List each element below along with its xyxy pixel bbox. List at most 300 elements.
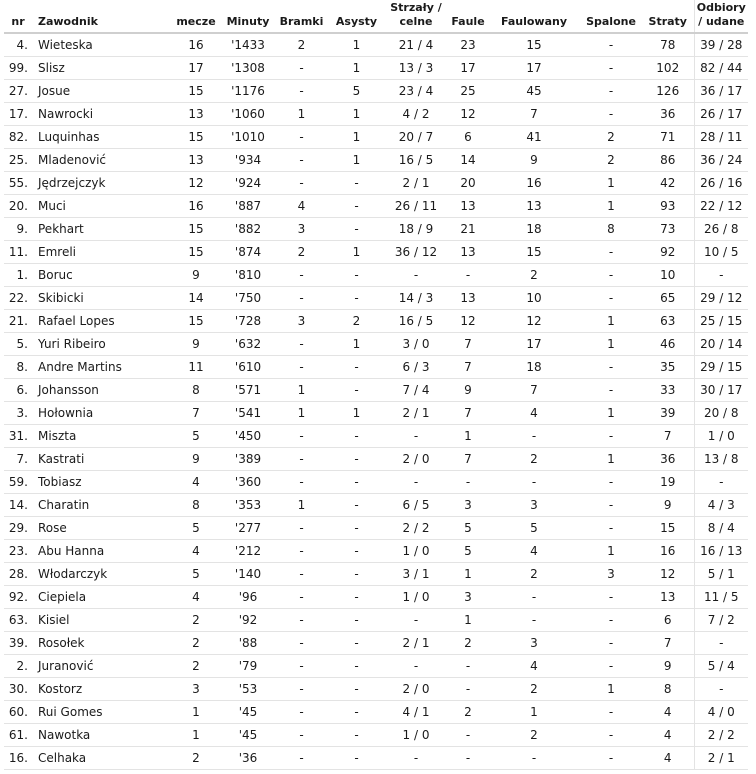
cell-straty: 39 [642,401,694,424]
cell-bramki: 1 [274,401,329,424]
cell-asysty: - [329,562,384,585]
cell-spalone: - [580,723,642,746]
cell-faule: - [448,723,488,746]
table-row [4,723,748,746]
cell-straty: 102 [642,56,694,79]
cell-player-name: Rui Gomes [32,700,170,723]
cell-mecze: 8 [170,493,222,516]
cell-bramki: - [274,677,329,700]
cell-player-name: Jędrzejczyk [32,171,170,194]
cell-straty: 4 [642,723,694,746]
cell-odbiory: 29 / 15 [694,355,748,378]
cell-bramki: - [274,79,329,102]
cell-faule: 7 [448,447,488,470]
cell-player-name: Hołownia [32,401,170,424]
cell-strzaly: - [384,654,448,677]
cell-player-name: Celhaka [32,746,170,769]
table-header [4,0,748,33]
cell-nr: 39. [4,631,32,654]
table-row [4,746,748,769]
cell-spalone: 1 [580,332,642,355]
cell-bramki: 4 [274,194,329,217]
header-strzaly[interactable]: Strzały / celne [384,0,448,33]
cell-bramki: - [274,562,329,585]
cell-faulowany: 45 [488,79,580,102]
cell-mecze: 4 [170,539,222,562]
table-row [4,516,748,539]
cell-player-name: Mladenović [32,148,170,171]
cell-odbiory: - [694,631,748,654]
cell-strzaly: - [384,263,448,286]
cell-straty: 4 [642,746,694,769]
cell-nr: 9. [4,217,32,240]
cell-strzaly: 2 / 0 [384,677,448,700]
cell-nr: 21. [4,309,32,332]
header-nr[interactable]: nr [4,0,32,33]
cell-minuty: '934 [222,148,274,171]
header-row [4,0,748,33]
table-row [4,677,748,700]
cell-bramki: - [274,286,329,309]
cell-strzaly: 2 / 1 [384,401,448,424]
cell-asysty: - [329,263,384,286]
cell-nr: 99. [4,56,32,79]
cell-faule: 7 [448,355,488,378]
cell-spalone: 1 [580,309,642,332]
cell-spalone: - [580,746,642,769]
cell-strzaly: 23 / 4 [384,79,448,102]
cell-strzaly: 13 / 3 [384,56,448,79]
cell-odbiory: 36 / 24 [694,148,748,171]
cell-straty: 8 [642,677,694,700]
cell-mecze: 4 [170,585,222,608]
cell-spalone: 1 [580,194,642,217]
cell-odbiory: 1 / 0 [694,424,748,447]
cell-bramki: - [274,746,329,769]
cell-player-name: Josue [32,79,170,102]
cell-straty: 78 [642,33,694,56]
cell-faulowany: 10 [488,286,580,309]
cell-asysty: - [329,539,384,562]
table-row [4,562,748,585]
table-row [4,631,748,654]
cell-straty: 65 [642,286,694,309]
cell-faulowany: 18 [488,355,580,378]
table-row [4,309,748,332]
cell-asysty: 1 [329,102,384,125]
cell-strzaly: 2 / 2 [384,516,448,539]
header-odbiory[interactable]: Odbiory / udane [694,0,748,33]
cell-nr: 11. [4,240,32,263]
cell-faulowany: - [488,746,580,769]
cell-minuty: '1433 [222,33,274,56]
cell-odbiory: 26 / 8 [694,217,748,240]
cell-mecze: 16 [170,33,222,56]
cell-strzaly: 2 / 0 [384,447,448,470]
cell-minuty: '140 [222,562,274,585]
table-row [4,263,748,286]
cell-player-name: Nawrocki [32,102,170,125]
cell-odbiory: 26 / 17 [694,102,748,125]
table-row [4,378,748,401]
cell-player-name: Skibicki [32,286,170,309]
cell-bramki: - [274,355,329,378]
cell-faule: 12 [448,102,488,125]
cell-asysty: - [329,608,384,631]
cell-nr: 63. [4,608,32,631]
cell-minuty: '874 [222,240,274,263]
cell-faule: 1 [448,424,488,447]
cell-player-name: Wieteska [32,33,170,56]
cell-nr: 3. [4,401,32,424]
cell-spalone: 1 [580,539,642,562]
cell-strzaly: 1 / 0 [384,539,448,562]
cell-straty: 7 [642,631,694,654]
cell-bramki: 1 [274,493,329,516]
cell-straty: 92 [642,240,694,263]
cell-straty: 16 [642,539,694,562]
cell-straty: 10 [642,263,694,286]
cell-nr: 23. [4,539,32,562]
cell-mecze: 3 [170,677,222,700]
cell-player-name: Muci [32,194,170,217]
header-straty[interactable]: Straty [642,0,694,33]
cell-minuty: '810 [222,263,274,286]
cell-straty: 93 [642,194,694,217]
cell-faule: 13 [448,194,488,217]
cell-asysty: - [329,171,384,194]
cell-minuty: '924 [222,171,274,194]
cell-spalone: - [580,355,642,378]
cell-player-name: Ciepiela [32,585,170,608]
table-row [4,332,748,355]
cell-odbiory: 2 / 1 [694,746,748,769]
cell-spalone: - [580,286,642,309]
cell-bramki: - [274,171,329,194]
cell-odbiory: 36 / 17 [694,79,748,102]
cell-faule: 23 [448,33,488,56]
cell-mecze: 4 [170,470,222,493]
cell-nr: 16. [4,746,32,769]
cell-faule: 21 [448,217,488,240]
cell-player-name: Nawotka [32,723,170,746]
cell-bramki: - [274,447,329,470]
cell-faule: 1 [448,562,488,585]
cell-player-name: Rosołek [32,631,170,654]
cell-nr: 14. [4,493,32,516]
cell-asysty: 1 [329,148,384,171]
cell-faulowany: 15 [488,240,580,263]
cell-bramki: - [274,723,329,746]
cell-player-name: Rose [32,516,170,539]
cell-odbiory: - [694,677,748,700]
table-row [4,539,748,562]
cell-minuty: '887 [222,194,274,217]
cell-spalone: - [580,378,642,401]
cell-mecze: 2 [170,654,222,677]
cell-minuty: '882 [222,217,274,240]
cell-mecze: 8 [170,378,222,401]
cell-spalone: - [580,493,642,516]
cell-mecze: 5 [170,424,222,447]
table-row [4,56,748,79]
cell-mecze: 12 [170,171,222,194]
cell-faule: 13 [448,240,488,263]
cell-faule: 3 [448,585,488,608]
cell-minuty: '1010 [222,125,274,148]
cell-strzaly: 36 / 12 [384,240,448,263]
cell-bramki: 2 [274,240,329,263]
cell-spalone: 1 [580,447,642,470]
cell-straty: 86 [642,148,694,171]
cell-nr: 2. [4,654,32,677]
table-row [4,148,748,171]
cell-minuty: '96 [222,585,274,608]
cell-strzaly: 2 / 1 [384,631,448,654]
cell-faule: 9 [448,378,488,401]
header-asysty[interactable]: Asysty [329,0,384,33]
cell-asysty: 1 [329,332,384,355]
cell-minuty: '571 [222,378,274,401]
cell-spalone: 2 [580,125,642,148]
cell-minuty: '353 [222,493,274,516]
cell-asysty: - [329,424,384,447]
cell-faule: 7 [448,332,488,355]
cell-bramki: - [274,516,329,539]
cell-faulowany: 4 [488,401,580,424]
cell-spalone: 8 [580,217,642,240]
cell-asysty: - [329,746,384,769]
cell-player-name: Kostorz [32,677,170,700]
cell-odbiory: 22 / 12 [694,194,748,217]
cell-nr: 61. [4,723,32,746]
cell-minuty: '277 [222,516,274,539]
cell-nr: 30. [4,677,32,700]
table-row [4,102,748,125]
cell-nr: 31. [4,424,32,447]
cell-spalone: - [580,654,642,677]
header-faulowany[interactable]: Faulowany [488,0,580,33]
cell-faulowany: 7 [488,378,580,401]
cell-nr: 20. [4,194,32,217]
header-spalone[interactable]: Spalone [580,0,642,33]
cell-faule: 20 [448,171,488,194]
cell-faule: 25 [448,79,488,102]
cell-faulowany: 16 [488,171,580,194]
cell-strzaly: - [384,608,448,631]
cell-minuty: '1060 [222,102,274,125]
cell-faulowany: 4 [488,539,580,562]
cell-odbiory: 20 / 8 [694,401,748,424]
header-mecze[interactable]: mecze [170,0,222,33]
cell-strzaly: 20 / 7 [384,125,448,148]
cell-asysty: - [329,217,384,240]
table-row [4,286,748,309]
table-row [4,447,748,470]
cell-odbiory: 39 / 28 [694,33,748,56]
cell-faule: - [448,746,488,769]
cell-odbiory: 29 / 12 [694,286,748,309]
cell-faule: 1 [448,608,488,631]
cell-faulowany: 7 [488,102,580,125]
cell-faule: - [448,654,488,677]
cell-asysty: - [329,631,384,654]
cell-asysty: - [329,700,384,723]
cell-minuty: '610 [222,355,274,378]
cell-spalone: - [580,585,642,608]
cell-mecze: 11 [170,355,222,378]
cell-faulowany: 17 [488,332,580,355]
cell-straty: 9 [642,654,694,677]
cell-strzaly: 7 / 4 [384,378,448,401]
cell-nr: 1. [4,263,32,286]
cell-odbiory: 5 / 4 [694,654,748,677]
table-row [4,240,748,263]
cell-asysty: - [329,194,384,217]
cell-strzaly: - [384,470,448,493]
cell-straty: 9 [642,493,694,516]
cell-spalone: - [580,470,642,493]
cell-odbiory: 8 / 4 [694,516,748,539]
cell-player-name: Kisiel [32,608,170,631]
cell-spalone: 2 [580,148,642,171]
cell-faule: - [448,263,488,286]
cell-asysty: - [329,654,384,677]
cell-faule: 2 [448,631,488,654]
cell-faule: 7 [448,401,488,424]
cell-mecze: 9 [170,332,222,355]
cell-minuty: '53 [222,677,274,700]
table-row [4,700,748,723]
cell-nr: 25. [4,148,32,171]
cell-asysty: - [329,493,384,516]
cell-straty: 6 [642,608,694,631]
cell-odbiory: 26 / 16 [694,171,748,194]
cell-mecze: 15 [170,125,222,148]
cell-asysty: - [329,516,384,539]
cell-minuty: '1176 [222,79,274,102]
cell-odbiory: 13 / 8 [694,447,748,470]
table-row [4,608,748,631]
cell-nr: 27. [4,79,32,102]
cell-bramki: - [274,56,329,79]
table-row [4,171,748,194]
cell-minuty: '450 [222,424,274,447]
cell-faulowany: 15 [488,33,580,56]
cell-asysty: 5 [329,79,384,102]
cell-faulowany: 2 [488,723,580,746]
cell-player-name: Rafael Lopes [32,309,170,332]
table-row [4,194,748,217]
cell-nr: 55. [4,171,32,194]
cell-player-name: Tobiasz [32,470,170,493]
cell-bramki: - [274,700,329,723]
cell-strzaly: 2 / 1 [384,171,448,194]
header-zawodnik[interactable]: Zawodnik [32,0,170,33]
cell-mecze: 2 [170,746,222,769]
cell-mecze: 14 [170,286,222,309]
cell-nr: 4. [4,33,32,56]
cell-faulowany: 17 [488,56,580,79]
cell-nr: 6. [4,378,32,401]
table-row [4,493,748,516]
cell-minuty: '45 [222,700,274,723]
cell-minuty: '360 [222,470,274,493]
cell-spalone: - [580,263,642,286]
cell-nr: 22. [4,286,32,309]
cell-odbiory: 7 / 2 [694,608,748,631]
cell-odbiory: 2 / 2 [694,723,748,746]
cell-faule: 12 [448,309,488,332]
cell-faule: 5 [448,539,488,562]
cell-faulowany: 18 [488,217,580,240]
cell-minuty: '212 [222,539,274,562]
cell-asysty: 2 [329,309,384,332]
cell-mecze: 9 [170,447,222,470]
cell-straty: 35 [642,355,694,378]
cell-bramki: 3 [274,217,329,240]
cell-odbiory: 11 / 5 [694,585,748,608]
cell-asysty: - [329,677,384,700]
cell-mecze: 2 [170,608,222,631]
cell-bramki: - [274,125,329,148]
cell-player-name: Boruc [32,263,170,286]
cell-odbiory: - [694,470,748,493]
cell-straty: 13 [642,585,694,608]
cell-mecze: 15 [170,79,222,102]
cell-spalone: - [580,631,642,654]
cell-strzaly: 6 / 3 [384,355,448,378]
cell-odbiory: 4 / 0 [694,700,748,723]
cell-strzaly: 6 / 5 [384,493,448,516]
table-row [4,125,748,148]
cell-bramki: 3 [274,309,329,332]
cell-strzaly: 4 / 1 [384,700,448,723]
cell-mecze: 13 [170,102,222,125]
cell-asysty: 1 [329,240,384,263]
cell-spalone: - [580,240,642,263]
cell-odbiory: 82 / 44 [694,56,748,79]
cell-faule: 2 [448,700,488,723]
cell-mecze: 5 [170,562,222,585]
header-bramki[interactable]: Bramki [274,0,329,33]
cell-faulowany: 3 [488,631,580,654]
cell-spalone: - [580,700,642,723]
cell-bramki: - [274,585,329,608]
cell-minuty: '36 [222,746,274,769]
cell-strzaly: 14 / 3 [384,286,448,309]
cell-odbiory: 28 / 11 [694,125,748,148]
cell-faulowany: 9 [488,148,580,171]
cell-asysty: 1 [329,401,384,424]
table-row [4,470,748,493]
table-body [4,33,748,769]
cell-player-name: Andre Martins [32,355,170,378]
cell-spalone: - [580,608,642,631]
cell-straty: 4 [642,700,694,723]
cell-player-name: Johansson [32,378,170,401]
cell-minuty: '1308 [222,56,274,79]
cell-strzaly: 3 / 0 [384,332,448,355]
cell-mecze: 15 [170,240,222,263]
cell-faule: 5 [448,516,488,539]
cell-asysty: - [329,470,384,493]
header-faule[interactable]: Faule [448,0,488,33]
cell-straty: 19 [642,470,694,493]
cell-strzaly: 4 / 2 [384,102,448,125]
header-minuty[interactable]: Minuty [222,0,274,33]
cell-spalone: - [580,33,642,56]
